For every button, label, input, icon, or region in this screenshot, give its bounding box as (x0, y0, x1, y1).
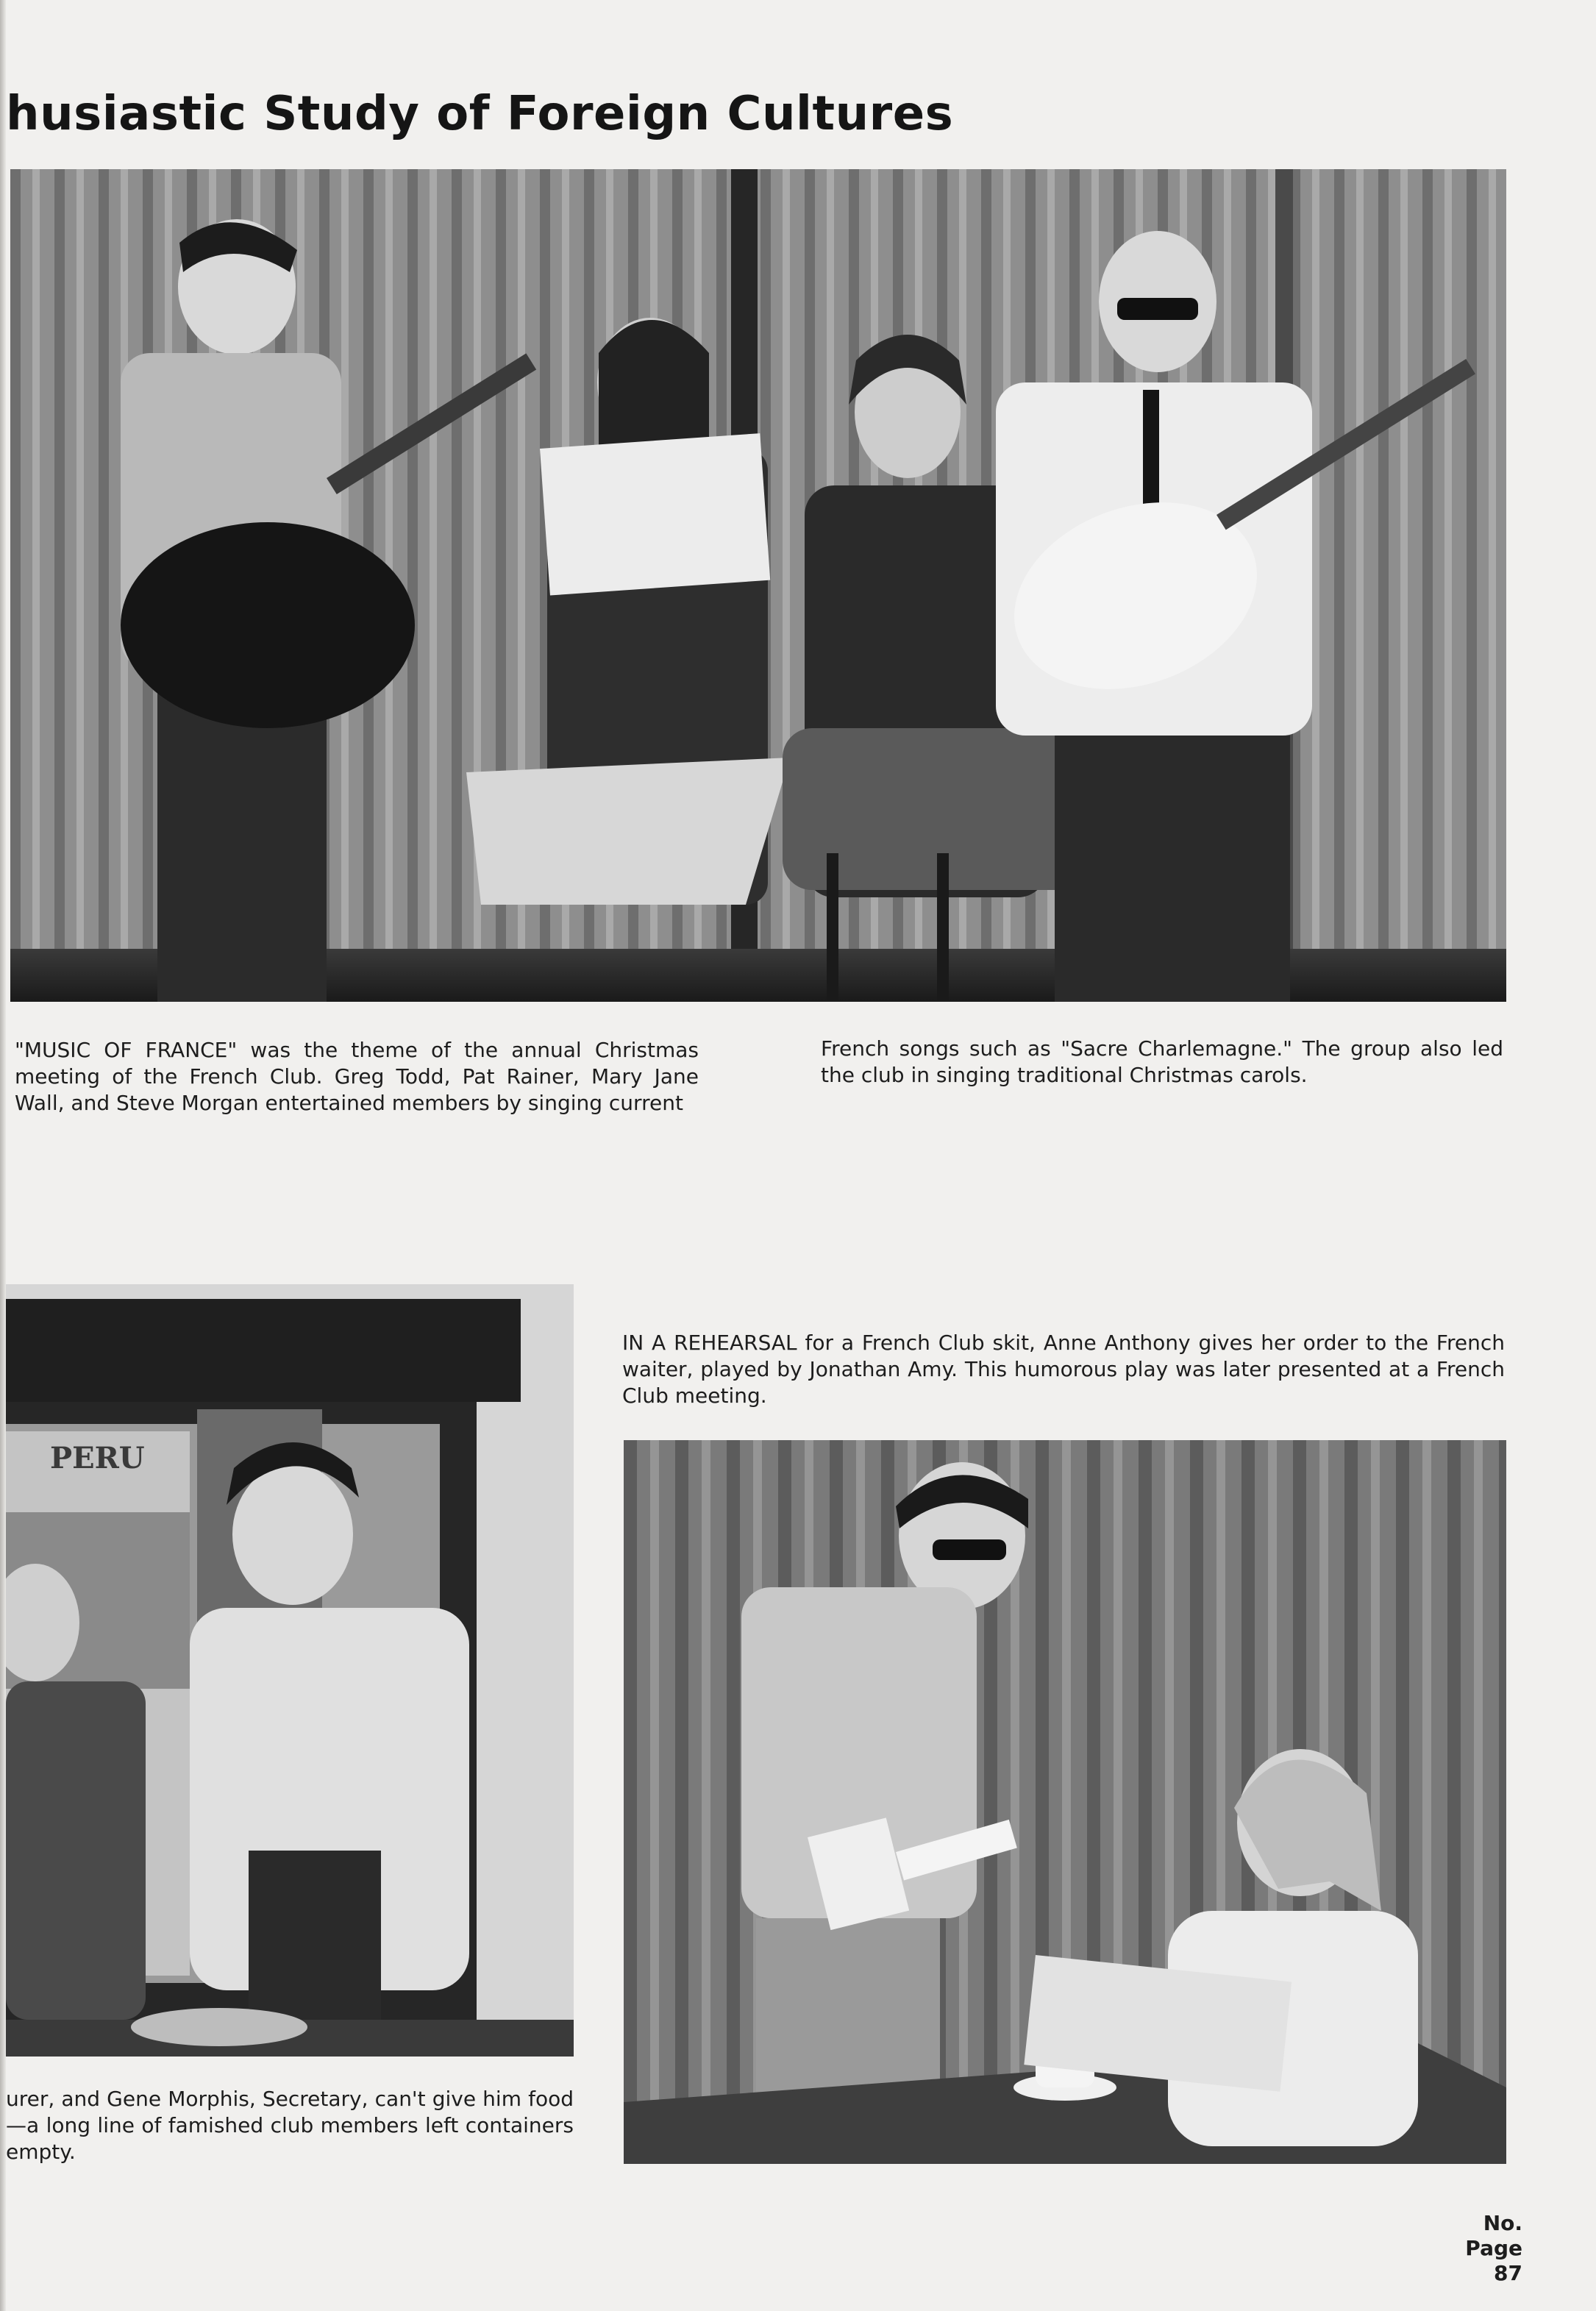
music-caption-left: "MUSIC OF FRANCE" was the theme of the annual Christmas meeting of the French Club. Greg Todd, Pat Rainer, Mary Jane Wall, and Steve Morgan entertained members by singing current (15, 1038, 699, 1115)
music-photo-drawing (10, 169, 1506, 1002)
food-sale-photo (6, 1284, 574, 2057)
food-caption: urer, and Gene Morphis, Secretary, can't give him food—a long line of famished club members left containers empty. (6, 2087, 574, 2164)
peru-poster-text: PERU (50, 1441, 145, 1475)
page-number-no: No. (1483, 2211, 1522, 2235)
page-number-value: 87 (1494, 2261, 1522, 2285)
music-of-france-photo (10, 169, 1506, 1002)
page-edge-shadow (0, 0, 6, 2311)
rehearsal-photo-drawing (624, 1440, 1506, 2164)
rehearsal-caption: IN A REHEARSAL for a French Club skit, Anne Anthony gives her order to the French waiter, played by Jonathan Amy. This humorous play was later presented at a French Club meeting. (622, 1331, 1505, 1408)
music-caption-right: French songs such as "Sacre Charlemagne." The group also led the club in singing traditional Christmas carols. (821, 1036, 1503, 1087)
page-heading: husiastic Study of Foreign Cultures (6, 87, 954, 141)
food-photo-drawing (6, 1284, 574, 2057)
page-number-page: Page (1465, 2236, 1522, 2260)
rehearsal-photo (624, 1440, 1506, 2164)
page-number-block (1465, 2211, 1522, 2286)
